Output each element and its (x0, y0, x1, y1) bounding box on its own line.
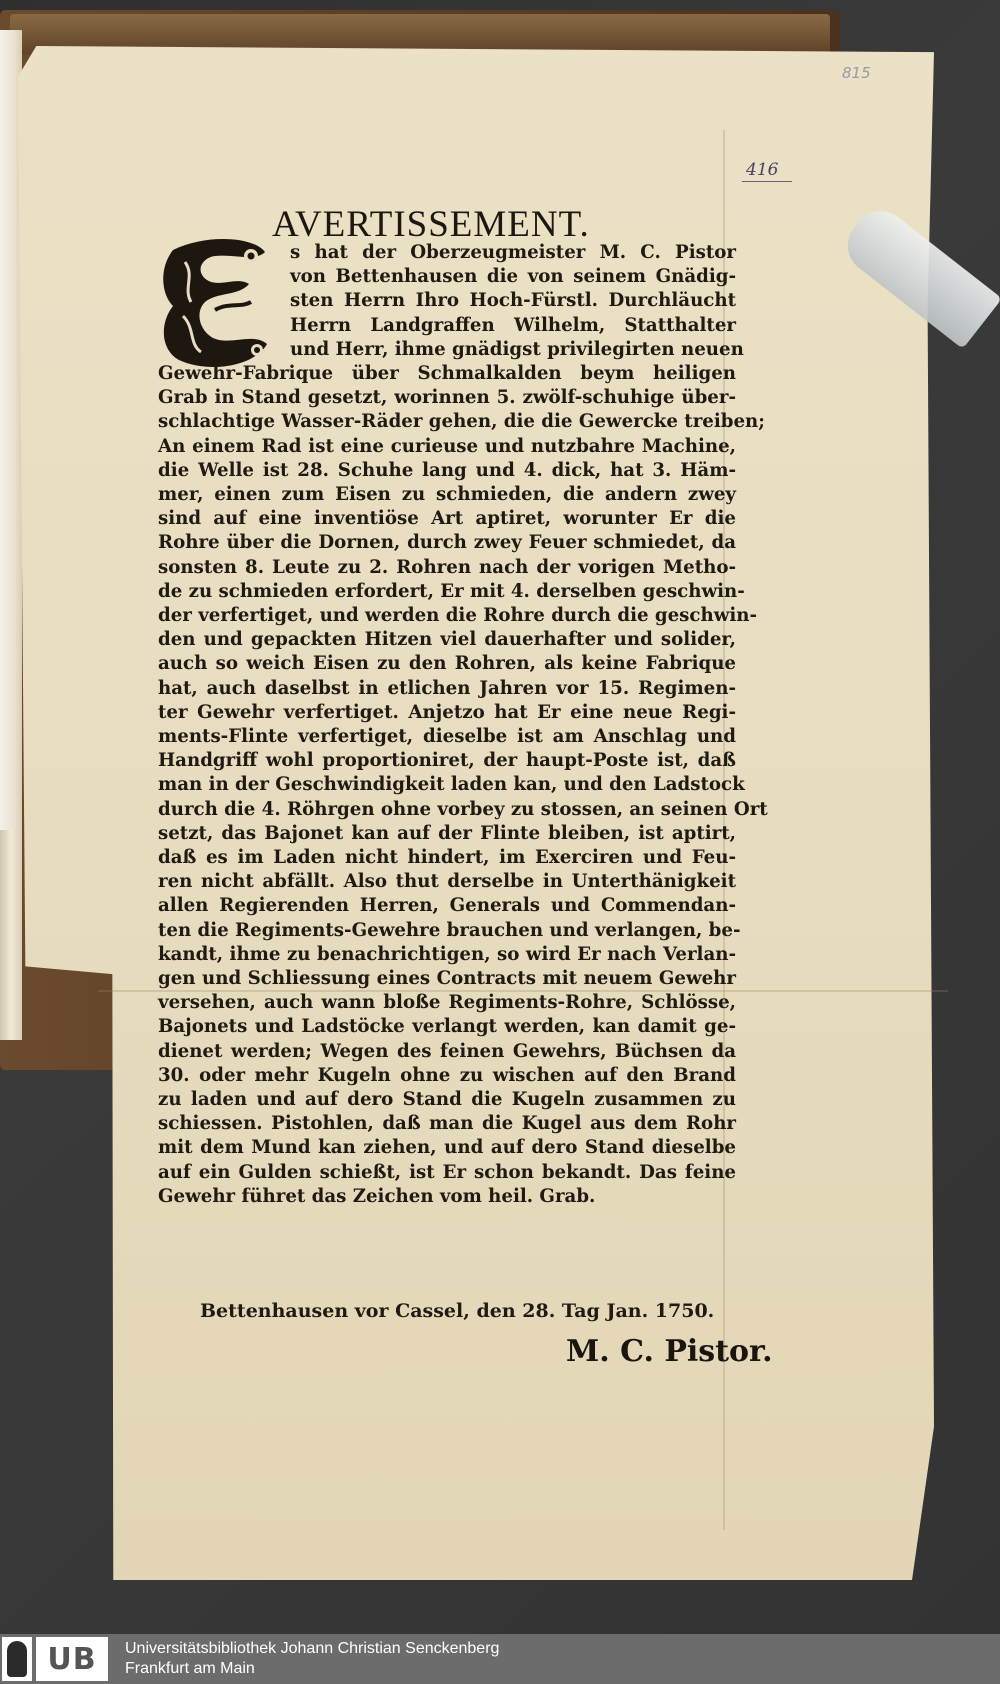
text-line: sind auf eine inventiöse Art aptiret, worunter Er die (158, 508, 736, 530)
text-line: sonsten 8. Leute zu 2. Rohren nach der vorigen Metho- (158, 556, 736, 578)
library-logo[interactable] (2, 1637, 114, 1681)
text-line: durch die 4. Röhrgen ohne vorbey zu stossen, an seinen Ort (158, 798, 768, 820)
dateline: Bettenhausen vor Cassel, den 28. Tag Jan. 1750. (200, 1300, 715, 1322)
text-line: ments-Flinte verfertiget, dieselbe ist am Anschlag und (158, 726, 736, 747)
library-name (125, 1639, 499, 1679)
footer-bar (0, 1634, 1000, 1684)
library-name-line1: Universitätsbibliothek Johann Christian Senckenberg (125, 1640, 500, 1657)
text-line: hat, auch daselbst in etlichen Jahren vor 15. Regimen- (158, 677, 736, 699)
pencil-annotation: 815 (842, 64, 871, 82)
text-line: mit dem Mund kan ziehen, und auf dero Stand dieselbe (158, 1137, 736, 1159)
portrait-icon (2, 1637, 32, 1681)
text-line: Grab in Stand gesetzt, worinnen 5. zwölf-schuhige über- (158, 387, 736, 409)
text-line: von Bettenhausen die von seinem Gnädig- (290, 266, 736, 288)
text-line: Herrn Landgraffen Wilhelm, Statthalter (290, 314, 736, 336)
text-line: die Welle ist 28. Schuhe lang und 4. dick, hat 3. Häm- (158, 459, 736, 481)
document-title: AVERTISSEMENT. (272, 204, 590, 245)
text-line: Gewehr-Fabrique über Schmalkalden beym heiligen (158, 363, 736, 384)
text-line: Bajonets und Ladstöcke verlangt werden, kan damit ge- (158, 1016, 736, 1038)
text-line: ter Gewehr verfertiget. Anjetzo hat Er eine neue Regi- (158, 701, 736, 723)
decorated-initial-E-icon (155, 232, 273, 378)
folio-number: 416 (742, 160, 792, 182)
text-line: 30. oder mehr Kugeln ohne zu wischen auf den Brand (158, 1064, 736, 1086)
text-line: versehen, auch wann bloße Regiments-Rohre, Schlösse, (158, 992, 736, 1014)
text-line: zu laden und auf dero Stand die Kugeln zusammen zu (158, 1089, 736, 1110)
text-line: setzt, das Bajonet kan auf der Flinte bleiben, ist aptirt, (158, 822, 736, 844)
library-name-line2: Frankfurt am Main (125, 1660, 255, 1677)
text-line: dienet werden; Wegen des feinen Gewehrs, Büchsen da (158, 1040, 736, 1062)
text-line: gen und Schliessung eines Contracts mit neuem Gewehr (158, 968, 736, 989)
text-line: auf ein Gulden schießt, ist Er schon bekandt. Das feine (158, 1161, 736, 1183)
text-line: Gewehr führet das Zeichen vom heil. Grab. (158, 1185, 596, 1207)
text-line: der verfertiget, und werden die Rohre durch die geschwin- (158, 605, 758, 626)
text-line: und Herr, ihme gnädigst privilegirten neuen (290, 338, 744, 360)
text-line: Rohre über die Dornen, durch zwey Feuer schmiedet, da (158, 532, 736, 554)
text-line: de zu schmieden erfordert, Er mit 4. derselben geschwin- (158, 580, 745, 602)
text-line: daß es im Laden nicht hindert, im Exerciren und Feu- (158, 847, 736, 868)
text-line: allen Regierenden Herren, Generals und Commendan- (158, 895, 736, 917)
text-line: man in der Geschwindigkeit laden kan, und den Ladstock (158, 774, 745, 796)
text-line: schiessen. Pistohlen, daß man die Kugel aus dem Rohr (158, 1113, 736, 1135)
ub-logo-text: UB (36, 1637, 108, 1681)
text-line: Handgriff wohl proportioniret, der haupt-Poste ist, daß (158, 750, 736, 772)
text-line: den und gepackten Hitzen viel dauerhafter und solider, (158, 629, 736, 651)
text-line: sten Herrn Ihro Hoch-Fürstl. Durchläucht (290, 290, 736, 312)
text-line: s hat der Oberzeugmeister M. C. Pistor (290, 242, 736, 263)
text-line: ren nicht abfällt. Also thut derselbe in Unterthänigkeit (158, 871, 736, 893)
page-edge (0, 30, 14, 830)
text-line: schlachtige Wasser-Räder gehen, die die Gewercke treiben; (158, 411, 765, 433)
text-line: auch so weich Eisen zu den Rohren, als keine Fabrique (158, 653, 736, 675)
signature: M. C. Pistor. (566, 1334, 773, 1369)
text-line: kandt, ihme zu benachrichtigen, so wird Er nach Verlan- (158, 943, 736, 965)
text-line: An einem Rad ist eine curieuse und nutzbahre Machine, (158, 435, 736, 457)
text-line: ten die Regiments-Gewehre brauchen und verlangen, be- (158, 919, 741, 941)
text-line: mer, einen zum Eisen zu schmieden, die andern zwey (158, 484, 736, 505)
